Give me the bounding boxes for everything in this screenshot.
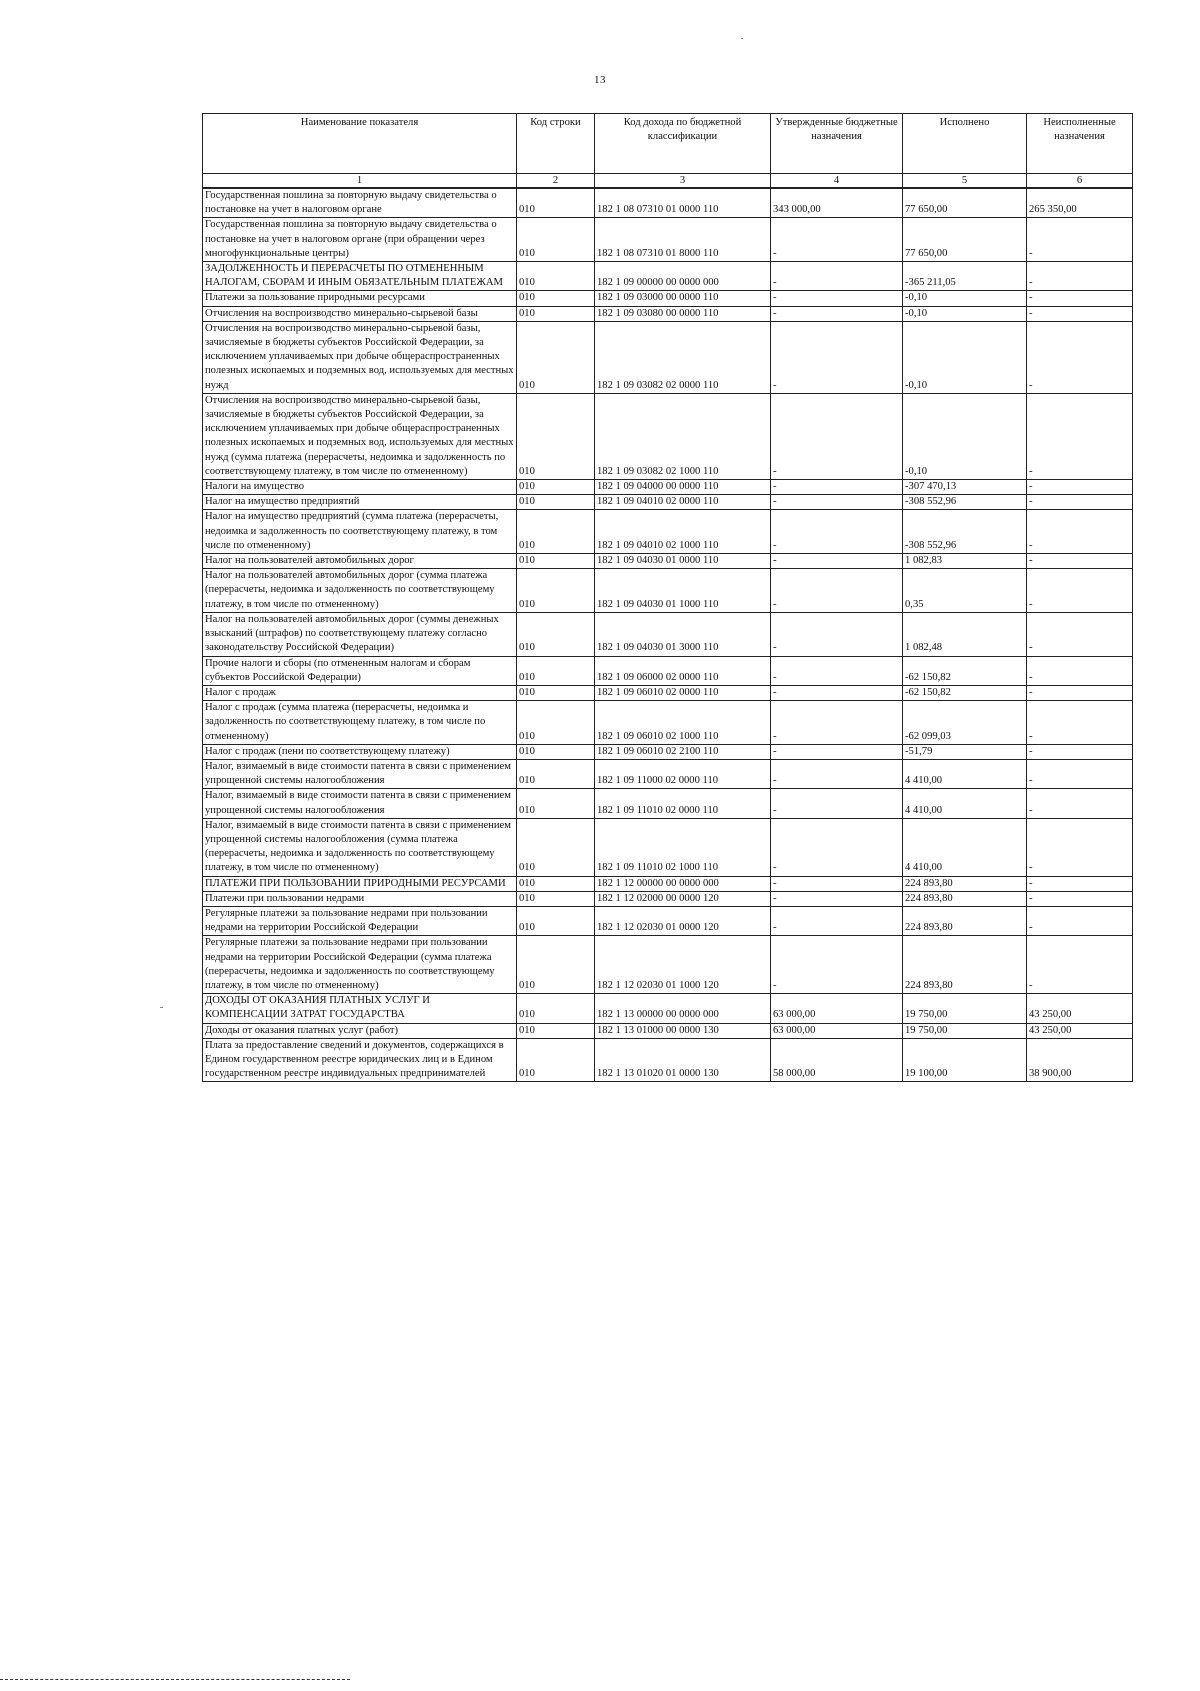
row-unexecuted: - — [1027, 218, 1133, 262]
row-executed: -0,10 — [903, 393, 1027, 479]
row-income-code: 182 1 09 11010 02 0000 110 — [595, 789, 771, 818]
row-approved: 63 000,00 — [771, 1023, 903, 1038]
row-approved: - — [771, 612, 903, 656]
row-approved: 63 000,00 — [771, 994, 903, 1023]
table-row — [203, 393, 1133, 479]
row-executed: 19 750,00 — [903, 994, 1027, 1023]
table-row — [203, 789, 1133, 818]
scan-speck — [741, 38, 743, 39]
row-income-code: 182 1 09 00000 00 0000 000 — [595, 262, 771, 291]
row-approved: - — [771, 936, 903, 994]
table-row — [203, 891, 1133, 906]
row-name: Отчисления на воспроизводство минерально-сырьевой базы, зачисляемые в бюджеты субъектов Российской Федерации, за исключением уплачиваемых при добыче общераспространенных полезных ископаемых и подземных вод, используемых для местных нужд (сумма платежа (перерасчеты, недоимка и задолженность по соответствующему платежу, в том числе по отмененному) — [203, 393, 517, 479]
row-line-code: 010 — [517, 656, 595, 685]
table-row — [203, 321, 1133, 393]
row-line-code: 010 — [517, 306, 595, 321]
row-executed: 4 410,00 — [903, 759, 1027, 788]
row-unexecuted: - — [1027, 685, 1133, 700]
row-name: Налог, взимаемый в виде стоимости патента в связи с применением упрощенной системы налогообложения — [203, 759, 517, 788]
row-unexecuted: - — [1027, 291, 1133, 306]
table-row — [203, 188, 1133, 218]
row-name: Прочие налоги и сборы (по отмененным налогам и сборам субъектов Российской Федерации) — [203, 656, 517, 685]
table-row — [203, 936, 1133, 994]
row-unexecuted: 38 900,00 — [1027, 1038, 1133, 1082]
row-line-code: 010 — [517, 495, 595, 510]
scan-speck — [160, 1007, 163, 1008]
row-line-code: 010 — [517, 685, 595, 700]
row-name: ПЛАТЕЖИ ПРИ ПОЛЬЗОВАНИИ ПРИРОДНЫМИ РЕСУРСАМИ — [203, 876, 517, 891]
row-line-code: 010 — [517, 994, 595, 1023]
row-income-code: 182 1 09 03082 02 1000 110 — [595, 393, 771, 479]
row-name: Налог с продаж (сумма платежа (перерасчеты, недоимка и задолженность по соответствующему платежу, в том числе по отмененному) — [203, 701, 517, 745]
row-line-code: 010 — [517, 1038, 595, 1082]
page-number: 13 — [594, 74, 606, 86]
row-line-code: 010 — [517, 510, 595, 554]
column-number: 5 — [903, 174, 1027, 189]
table-row — [203, 1023, 1133, 1038]
row-approved: - — [771, 759, 903, 788]
row-approved: - — [771, 218, 903, 262]
row-unexecuted: - — [1027, 480, 1133, 495]
row-line-code: 010 — [517, 744, 595, 759]
row-income-code: 182 1 09 04000 00 0000 110 — [595, 480, 771, 495]
row-income-code: 182 1 09 11010 02 1000 110 — [595, 818, 771, 876]
row-line-code: 010 — [517, 393, 595, 479]
row-line-code: 010 — [517, 262, 595, 291]
row-income-code: 182 1 09 04010 02 1000 110 — [595, 510, 771, 554]
row-line-code: 010 — [517, 906, 595, 935]
row-name: Налог на имущество предприятий — [203, 495, 517, 510]
row-line-code: 010 — [517, 612, 595, 656]
table-row — [203, 685, 1133, 700]
row-income-code: 182 1 12 02000 00 0000 120 — [595, 891, 771, 906]
row-approved: - — [771, 554, 903, 569]
row-executed: 0,35 — [903, 569, 1027, 613]
table-row — [203, 495, 1133, 510]
row-approved: - — [771, 744, 903, 759]
header-approved: Утвержденные бюджетные назначения — [771, 114, 903, 174]
column-number: 3 — [595, 174, 771, 189]
table-row — [203, 994, 1133, 1023]
row-executed: -62 150,82 — [903, 656, 1027, 685]
row-name: Регулярные платежи за пользование недрами при пользовании недрами на территории Российской Федерации — [203, 906, 517, 935]
row-line-code: 010 — [517, 321, 595, 393]
column-number: 6 — [1027, 174, 1133, 189]
row-income-code: 182 1 09 06010 02 0000 110 — [595, 685, 771, 700]
table-row — [203, 480, 1133, 495]
row-approved: - — [771, 656, 903, 685]
row-executed: 77 650,00 — [903, 218, 1027, 262]
row-approved: - — [771, 510, 903, 554]
header-line-code: Код строки — [517, 114, 595, 174]
row-income-code: 182 1 09 04030 01 3000 110 — [595, 612, 771, 656]
row-line-code: 010 — [517, 218, 595, 262]
row-unexecuted: - — [1027, 876, 1133, 891]
table-header-row — [203, 114, 1133, 174]
row-executed: -365 211,05 — [903, 262, 1027, 291]
table-row — [203, 744, 1133, 759]
header-income-code: Код дохода по бюджетной классификации — [595, 114, 771, 174]
row-name: Налог с продаж — [203, 685, 517, 700]
row-executed: 1 082,83 — [903, 554, 1027, 569]
row-executed: -308 552,96 — [903, 510, 1027, 554]
row-name: Платежи при пользовании недрами — [203, 891, 517, 906]
row-line-code: 010 — [517, 1023, 595, 1038]
row-unexecuted: 265 350,00 — [1027, 188, 1133, 218]
row-line-code: 010 — [517, 291, 595, 306]
row-executed: 1 082,48 — [903, 612, 1027, 656]
row-executed: -308 552,96 — [903, 495, 1027, 510]
row-line-code: 010 — [517, 188, 595, 218]
row-unexecuted: - — [1027, 701, 1133, 745]
table-row — [203, 818, 1133, 876]
header-indicator-name: Наименование показателя — [203, 114, 517, 174]
row-name: ЗАДОЛЖЕННОСТЬ И ПЕРЕРАСЧЕТЫ ПО ОТМЕНЕННЫМ НАЛОГАМ, СБОРАМ И ИНЫМ ОБЯЗАТЕЛЬНЫМ ПЛАТЕЖАМ — [203, 262, 517, 291]
row-unexecuted: - — [1027, 744, 1133, 759]
row-income-code: 182 1 09 03080 00 0000 110 — [595, 306, 771, 321]
row-name: Доходы от оказания платных услуг (работ) — [203, 1023, 517, 1038]
row-executed: -307 470,13 — [903, 480, 1027, 495]
row-unexecuted: - — [1027, 262, 1133, 291]
table-row — [203, 218, 1133, 262]
row-line-code: 010 — [517, 891, 595, 906]
header-unexecuted: Неисполненные назначения — [1027, 114, 1133, 174]
row-approved: - — [771, 306, 903, 321]
row-unexecuted: - — [1027, 569, 1133, 613]
row-executed: 224 893,80 — [903, 936, 1027, 994]
row-approved: - — [771, 569, 903, 613]
row-approved: - — [771, 291, 903, 306]
row-unexecuted: - — [1027, 393, 1133, 479]
row-approved: - — [771, 321, 903, 393]
table-row — [203, 656, 1133, 685]
row-executed: 77 650,00 — [903, 188, 1027, 218]
row-unexecuted: - — [1027, 510, 1133, 554]
row-unexecuted: 43 250,00 — [1027, 1023, 1133, 1038]
table-row — [203, 701, 1133, 745]
row-line-code: 010 — [517, 818, 595, 876]
row-line-code: 010 — [517, 569, 595, 613]
row-approved: - — [771, 480, 903, 495]
row-name: Налог на пользователей автомобильных дорог — [203, 554, 517, 569]
row-name: Плата за предоставление сведений и документов, содержащихся в Едином государственном реестре юридических лиц и в Едином государственном реестре индивидуальных предпринимателей — [203, 1038, 517, 1082]
row-income-code: 182 1 08 07310 01 8000 110 — [595, 218, 771, 262]
row-line-code: 010 — [517, 789, 595, 818]
row-approved: - — [771, 701, 903, 745]
row-unexecuted: - — [1027, 554, 1133, 569]
row-executed: -0,10 — [903, 306, 1027, 321]
row-unexecuted: - — [1027, 936, 1133, 994]
row-name: Налоги на имущество — [203, 480, 517, 495]
row-name: Налог, взимаемый в виде стоимости патента в связи с применением упрощенной системы налогообложения (сумма платежа (перерасчеты, недоимка и задолженность по соответствующему платежу, в том числе по отмененному) — [203, 818, 517, 876]
row-line-code: 010 — [517, 554, 595, 569]
row-unexecuted: - — [1027, 818, 1133, 876]
row-executed: 4 410,00 — [903, 818, 1027, 876]
row-approved: - — [771, 685, 903, 700]
row-name: Отчисления на воспроизводство минерально-сырьевой базы, зачисляемые в бюджеты субъектов Российской Федерации, за исключением уплачиваемых при добыче общераспространенных полезных ископаемых и подземных вод, используемых для местных нужд — [203, 321, 517, 393]
row-income-code: 182 1 09 06010 02 1000 110 — [595, 701, 771, 745]
row-unexecuted: - — [1027, 612, 1133, 656]
row-executed: 19 100,00 — [903, 1038, 1027, 1082]
row-name: Налог на имущество предприятий (сумма платежа (перерасчеты, недоимка и задолженность по соответствующему платежу, в том числе по отмененному) — [203, 510, 517, 554]
row-unexecuted: - — [1027, 656, 1133, 685]
row-approved: 58 000,00 — [771, 1038, 903, 1082]
row-unexecuted: - — [1027, 321, 1133, 393]
table-row — [203, 306, 1133, 321]
row-name: Отчисления на воспроизводство минерально-сырьевой базы — [203, 306, 517, 321]
column-number: 1 — [203, 174, 517, 189]
table-row — [203, 906, 1133, 935]
row-approved: - — [771, 876, 903, 891]
row-name: ДОХОДЫ ОТ ОКАЗАНИЯ ПЛАТНЫХ УСЛУГ И КОМПЕНСАЦИИ ЗАТРАТ ГОСУДАРСТВА — [203, 994, 517, 1023]
table-row — [203, 612, 1133, 656]
scan-edge-line — [0, 1679, 350, 1680]
row-approved: - — [771, 495, 903, 510]
row-income-code: 182 1 09 04030 01 1000 110 — [595, 569, 771, 613]
table-body — [203, 188, 1133, 1082]
row-income-code: 182 1 13 01020 01 0000 130 — [595, 1038, 771, 1082]
row-line-code: 010 — [517, 701, 595, 745]
table-row — [203, 759, 1133, 788]
column-number-row — [203, 174, 1133, 189]
row-executed: -62 099,03 — [903, 701, 1027, 745]
row-name: Налог на пользователей автомобильных дорог (сумма платежа (перерасчеты, недоимка и задолженность по соответствующему платежу, в том числе по отмененному) — [203, 569, 517, 613]
row-income-code: 182 1 12 02030 01 1000 120 — [595, 936, 771, 994]
row-line-code: 010 — [517, 759, 595, 788]
row-unexecuted: - — [1027, 789, 1133, 818]
row-executed: -62 150,82 — [903, 685, 1027, 700]
table-row — [203, 1038, 1133, 1082]
row-approved: - — [771, 891, 903, 906]
row-name: Налог с продаж (пени по соответствующему платежу) — [203, 744, 517, 759]
row-unexecuted: 43 250,00 — [1027, 994, 1133, 1023]
row-income-code: 182 1 08 07310 01 0000 110 — [595, 188, 771, 218]
row-income-code: 182 1 09 06000 02 0000 110 — [595, 656, 771, 685]
row-income-code: 182 1 13 00000 00 0000 000 — [595, 994, 771, 1023]
row-approved: - — [771, 262, 903, 291]
row-name: Налог на пользователей автомобильных дорог (суммы денежных взысканий (штрафов) по соответствующему платежу согласно законодательству Российской Федерации) — [203, 612, 517, 656]
table-row — [203, 569, 1133, 613]
header-executed: Исполнено — [903, 114, 1027, 174]
row-executed: 224 893,80 — [903, 906, 1027, 935]
column-number: 2 — [517, 174, 595, 189]
row-unexecuted: - — [1027, 495, 1133, 510]
column-number: 4 — [771, 174, 903, 189]
row-name: Государственная пошлина за повторную выдачу свидетельства о постановке на учет в налоговом органе (при обращении через многофункциональные центры) — [203, 218, 517, 262]
row-income-code: 182 1 09 03000 00 0000 110 — [595, 291, 771, 306]
row-income-code: 182 1 09 04010 02 0000 110 — [595, 495, 771, 510]
row-income-code: 182 1 12 02030 01 0000 120 — [595, 906, 771, 935]
row-executed: 224 893,80 — [903, 876, 1027, 891]
row-name: Государственная пошлина за повторную выдачу свидетельства о постановке на учет в налоговом органе — [203, 188, 517, 218]
row-income-code: 182 1 12 00000 00 0000 000 — [595, 876, 771, 891]
row-income-code: 182 1 09 04030 01 0000 110 — [595, 554, 771, 569]
row-approved: - — [771, 906, 903, 935]
row-executed: 19 750,00 — [903, 1023, 1027, 1038]
row-income-code: 182 1 09 06010 02 2100 110 — [595, 744, 771, 759]
row-line-code: 010 — [517, 936, 595, 994]
row-unexecuted: - — [1027, 891, 1133, 906]
row-unexecuted: - — [1027, 306, 1133, 321]
row-approved: - — [771, 393, 903, 479]
row-name: Регулярные платежи за пользование недрами при пользовании недрами на территории Российской Федерации (сумма платежа (перерасчеты, недоимка и задолженность по соответствующему платежу, в том числе по отмененному) — [203, 936, 517, 994]
row-approved: - — [771, 818, 903, 876]
row-line-code: 010 — [517, 480, 595, 495]
row-approved: - — [771, 789, 903, 818]
row-name: Налог, взимаемый в виде стоимости патента в связи с применением упрощенной системы налогообложения — [203, 789, 517, 818]
row-executed: 4 410,00 — [903, 789, 1027, 818]
row-unexecuted: - — [1027, 906, 1133, 935]
row-income-code: 182 1 09 11000 02 0000 110 — [595, 759, 771, 788]
row-executed: -51,79 — [903, 744, 1027, 759]
table-row — [203, 876, 1133, 891]
row-executed: -0,10 — [903, 321, 1027, 393]
row-approved: 343 000,00 — [771, 188, 903, 218]
row-executed: -0,10 — [903, 291, 1027, 306]
table-row — [203, 554, 1133, 569]
row-income-code: 182 1 09 03082 02 0000 110 — [595, 321, 771, 393]
row-executed: 224 893,80 — [903, 891, 1027, 906]
row-name: Платежи за пользование природными ресурсами — [203, 291, 517, 306]
row-unexecuted: - — [1027, 759, 1133, 788]
budget-execution-table — [202, 113, 1133, 1082]
row-line-code: 010 — [517, 876, 595, 891]
table-row — [203, 510, 1133, 554]
table-row — [203, 291, 1133, 306]
table-row — [203, 262, 1133, 291]
row-income-code: 182 1 13 01000 00 0000 130 — [595, 1023, 771, 1038]
